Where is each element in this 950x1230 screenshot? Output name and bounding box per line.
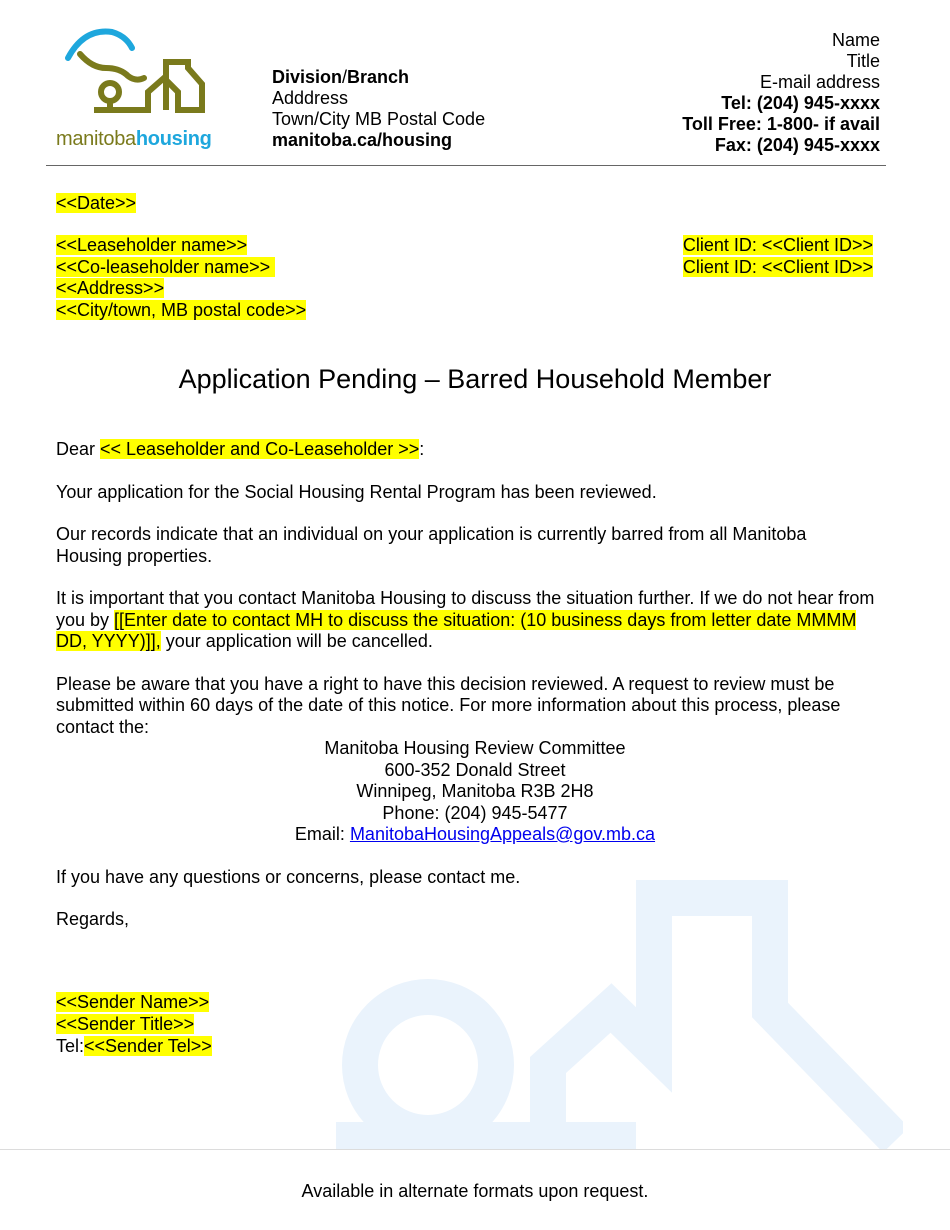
recipient-address — [56, 235, 306, 321]
committee-email-link[interactable]: ManitobaHousingAppeals@gov.mb.ca — [349, 824, 656, 844]
division-website: manitoba.ca/housing — [272, 130, 453, 150]
committee-name: Manitoba Housing Review Committee — [324, 738, 626, 758]
contact-title: Title — [846, 51, 880, 71]
closing: Regards, — [56, 909, 130, 929]
header-divider — [46, 165, 886, 166]
paragraph-contact-suffix: your application will be cancelled. — [160, 631, 433, 651]
date-placeholder: <<Date>> — [56, 193, 137, 213]
sender-name: <<Sender Name>> — [56, 992, 210, 1012]
leaseholder-name: <<Leaseholder name>> — [56, 235, 248, 255]
review-committee-address — [56, 738, 894, 846]
sender-tel-label: Tel: — [56, 1036, 85, 1056]
contact-fax: Fax: (204) 945-xxxx — [714, 135, 880, 155]
committee-city: Winnipeg, Manitoba R3B 2H8 — [356, 781, 594, 801]
contact-name: Name — [831, 30, 880, 50]
sender-tel: <<Sender Tel>> — [84, 1036, 212, 1056]
client-ids — [683, 235, 873, 278]
greeting-prefix: Dear — [56, 439, 101, 459]
contact-deadline-placeholder: [[Enter date to contact MH to discuss the situation: (10 business days from letter date MMMM DD, YYYY)]], — [56, 609, 857, 651]
greeting-name: << Leaseholder and Co-Leaseholder >> — [100, 439, 420, 459]
committee-email-label: Email: — [294, 824, 350, 844]
contact-block — [682, 30, 880, 156]
footer-note: Available in alternate formats upon request. — [301, 1181, 649, 1201]
footer-divider — [0, 1149, 950, 1150]
paragraph-questions: If you have any questions or concerns, please contact me. — [56, 866, 521, 887]
paragraph-barred: Our records indicate that an individual on your application is currently barred from all Manitoba Housing properties. — [56, 524, 807, 566]
paragraph-contact-deadline — [56, 588, 876, 653]
division-address: Adddress — [272, 88, 349, 108]
logo-wordmark-part1: manitoba — [56, 128, 136, 150]
committee-phone: Phone: (204) 945-5477 — [382, 802, 568, 823]
letter-body — [56, 439, 876, 952]
recipient-street: <<Address>> — [56, 278, 165, 298]
paragraph-reviewed: Your application for the Social Housing Rental Program has been reviewed. — [56, 481, 657, 502]
paragraph-contact-prefix: It is important that you contact Manitoba Housing to discuss the situation further. If we do not hear from you by — [56, 588, 875, 630]
sender-signature — [56, 991, 212, 1057]
co-leaseholder-name: <<Co-leaseholder name>> — [56, 256, 276, 277]
division-city: Town/City MB Postal Code — [272, 109, 486, 129]
paragraph-review-rights: Please be aware that you have a right to have this decision reviewed. A request to review must be submitted within 60 days of the date of this notice. For more information about this process, please contact the: — [56, 673, 841, 737]
recipient-city: <<City/town, MB postal code>> — [56, 299, 307, 320]
division-address-block — [272, 67, 485, 151]
letter-date — [56, 193, 136, 215]
contact-tel: Tel: (204) 945-xxxx — [721, 93, 880, 113]
client-id-1: Client ID: <<Client ID>> — [682, 235, 873, 255]
client-id-2: Client ID: <<Client ID>> — [682, 256, 873, 277]
greeting — [56, 439, 876, 461]
contact-email: E-mail address — [759, 72, 880, 92]
logo-wordmark — [56, 128, 212, 151]
logo-wordmark-part2: housing — [135, 128, 212, 150]
committee-street: 600-352 Donald Street — [384, 759, 566, 780]
branch-label: Branch — [347, 67, 410, 87]
letter-title: Application Pending – Barred Household Member — [178, 364, 772, 394]
division-slash: / — [342, 67, 348, 87]
division-label: Division — [272, 67, 343, 87]
sender-title: <<Sender Title>> — [56, 1014, 195, 1034]
contact-toll-free: Toll Free: 1-800- if avail — [682, 114, 880, 134]
greeting-suffix: : — [419, 439, 425, 459]
